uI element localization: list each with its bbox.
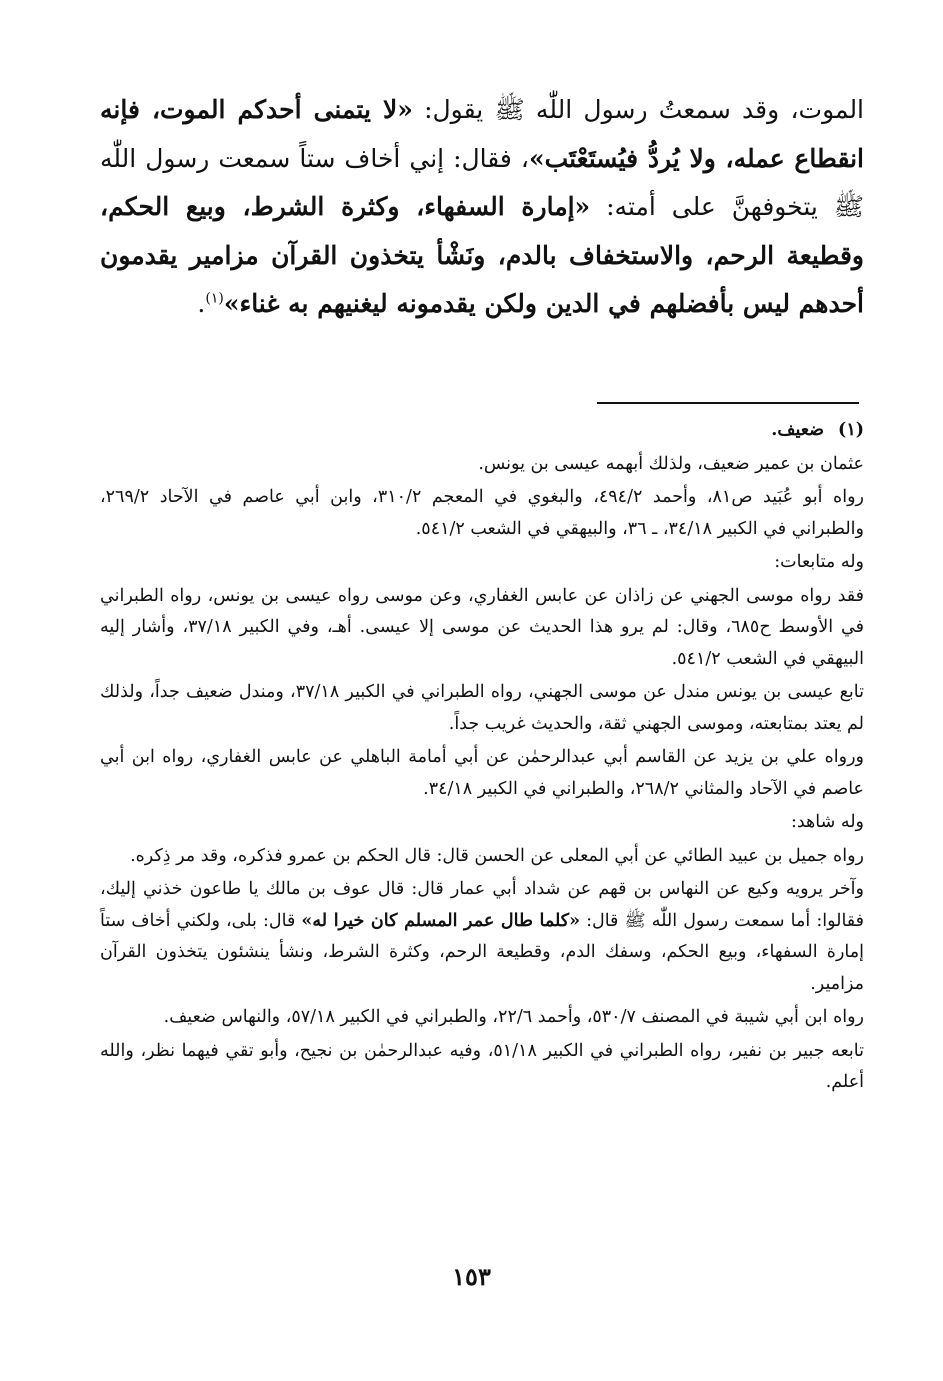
footnote-paragraph: فقد رواه موسى الجهني عن زاذان عن عابس الغفاري، وعن موسى رواه عيسى بن يونس، رواه الطبراني في الأوسط ح٦٨٥، وقال: لم يرو هذا الحديث عن موسى إلا عيسى. أهـ، وفي الكبير ٣٧/١٨، وأشار إليه البيهقي في الشعب ٥٤١/٢. [100, 585, 864, 669]
hadith-quote-bold: «لا يتمنى أحدكم الموت، فإنه انقطاع عمله، ولا يُردُّ فيُستَعْتَب» [100, 95, 864, 173]
main-text-block [100, 86, 864, 329]
footnote-paragraph: وله متابعات: [774, 552, 864, 572]
footnote-paragraph: ورواه علي بن يزيد عن القاسم أبي عبدالرحمٰن عن أبي أمامة الباهلي عن عابس الغفاري، رواه ابن أبي عاصم في الآحاد والمثاني ٢٦٨/٢، والطبراني في الكبير ٣٤/١٨. [100, 747, 864, 799]
footnote-reference: (١) [205, 290, 224, 307]
footnote-paragraph: رواه ابن أبي شيبة في المصنف ٥٣٠/٧، وأحمد ٢٢/٦، والطبراني في الكبير ٥٧/١٨، والنهاس ضعيف. [163, 1007, 864, 1027]
hadith-quote-bold: «إمارة السفهاء، وكثرة الشرط، وبيع الحكم، وقطيعة الرحم، والاستخفاف بالدم، ونَشْأ يتخذون القرآن مزامير يقدمون أحدهم ليس بأفضلهم في الدين ولكن يقدمونه ليغنيهم به غناء» [100, 192, 864, 318]
footnote-text-segment: قال: بلى، ولكني أخاف ستاً إمارة السفهاء، وبيع الحكم، وسفك الدم، وقطيعة الرحم، وكثرة الشرط، ونشأ ينشئون يتخذون القرآن مزامير. [100, 910, 864, 994]
hadith-quote-bold: «كلما طال عمر المسلم كان خيرا له» [301, 910, 581, 931]
footnote-paragraph: وله شاهد: [790, 812, 864, 832]
main-paragraph [100, 86, 864, 329]
footnote-paragraph: تابع عيسى بن يونس مندل عن موسى الجهني، رواه الطبراني في الكبير ٣٧/١٨، ومندل ضعيف جداً، ولذلك لم يعتد بمتابعته، وموسى الجهني ثقة، والحديث غريب جداً. [100, 682, 865, 734]
footnote-header [100, 415, 864, 447]
footnote-text-segment: وآخر يرويه وكيع عن النهاس بن قهم عن شداد أبي عمار قال: قال عوف بن مالك يا طاعون خذني إليك، فقالوا: أما سمعت رسول اللّٰه ﷺ قال: [100, 879, 865, 931]
page-number: ١٥٣ [452, 1262, 491, 1291]
footnote-marker: (١) [838, 420, 864, 440]
footnote-grade: ضعيف. [771, 420, 825, 440]
main-text-segment: ، فقال: إني أخاف ستاً سمعت رسول اللّٰه ﷺ يتخوفهنَّ على أمته: [100, 143, 864, 221]
footnote-paragraph: رواه أبو عُبَيد ص٨١، وأحمد ٤٩٤/٢، والبغوي في المعجم ٣١٠/٢، وابن أبي عاصم في الآحاد ٢٦٩/٢، والطبراني في الكبير ٣٤/١٨، ـ ٣٦، والبيهقي في الشعب ٥٤١/٢. [100, 487, 864, 539]
footnote-paragraph: رواه جميل بن عبيد الطائي عن أبي المعلى عن الحسن قال: قال الحكم بن عمرو فذكره، وقد مر ذِكره. [130, 845, 864, 866]
footnote-paragraph [100, 874, 864, 1000]
footnote-paragraph: تابعه جبير بن نفير، رواه الطبراني في الكبير ٥١/١٨، وفيه عبدالرحمٰن بن نجيح، وأبو تقي فيهما نظر، والله أعلم. [100, 1040, 864, 1092]
footnote-paragraph: عثمان بن عمير ضعيف، ولذلك أبهمه عيسى بن يونس. [478, 453, 864, 474]
footnote-divider [597, 402, 859, 404]
main-text-end: . [197, 289, 206, 318]
main-text-segment: الموت، وقد سمعتُ رسول اللّٰه ﷺ يقول: [412, 95, 865, 124]
footnotes-section [100, 415, 864, 1101]
